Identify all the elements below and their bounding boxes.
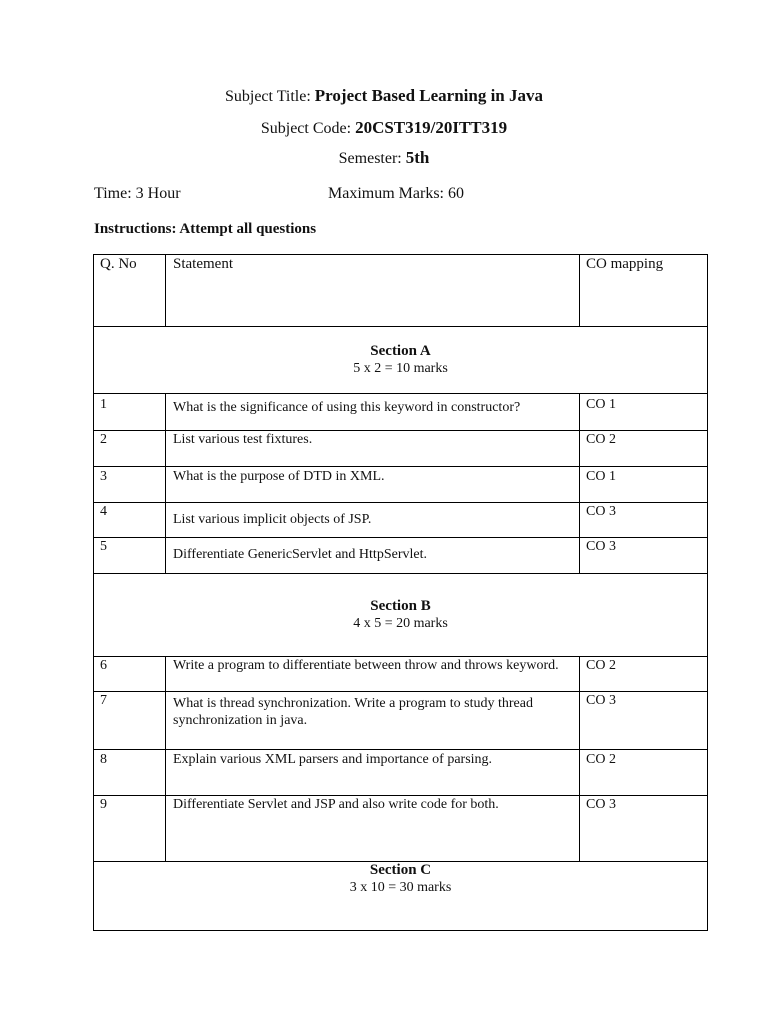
question-number: 7 (100, 693, 107, 708)
col-divider (165, 254, 166, 326)
row-divider (93, 326, 708, 327)
exam-time: Time: 3 Hour (94, 185, 181, 202)
subject-title-label: Subject Title: (224, 88, 311, 105)
co-mapping: CO 2 (586, 658, 616, 673)
question-number: 4 (100, 504, 107, 519)
row-divider (93, 749, 708, 750)
question-text: Write a program to differentiate between throw and throws keyword. (173, 658, 559, 673)
co-mapping: CO 3 (586, 504, 616, 519)
subject-code-label: Subject Code: (260, 120, 352, 137)
co-mapping: CO 1 (586, 469, 616, 484)
question-number: 9 (100, 797, 107, 812)
question-number: 6 (100, 658, 107, 673)
section-b-heading (93, 598, 708, 632)
question-text: What is thread synchronization. Write a program to study thread synchronization in java. (173, 696, 533, 728)
question-table (93, 254, 708, 931)
subject-title: Project Based Learning in Java (314, 86, 544, 105)
co-mapping: CO 2 (586, 432, 616, 447)
row-divider (93, 573, 708, 574)
question-number: 2 (100, 432, 107, 447)
question-number: 8 (100, 752, 107, 767)
question-text: What is the significance of using this keyword in constructor? (173, 400, 521, 415)
section-a-heading (93, 343, 708, 377)
question-text: List various implicit objects of JSP. (173, 512, 372, 527)
semester-value: 5th (405, 148, 430, 167)
question-number: 1 (100, 397, 107, 412)
col-divider (579, 393, 580, 573)
section-marks: 3 x 10 = 30 marks (349, 880, 452, 895)
section-c-heading (93, 862, 708, 896)
co-mapping: CO 3 (586, 797, 616, 812)
subject-title-line (0, 86, 768, 106)
question-text: List various test fixtures. (173, 432, 313, 447)
question-text: Differentiate Servlet and JSP and also write code for both. (173, 797, 499, 812)
co-mapping: CO 1 (586, 397, 616, 412)
semester-line (0, 148, 768, 168)
subject-code-line (0, 118, 768, 138)
question-number: 5 (100, 539, 107, 554)
col-header-co-mapping: CO mapping (586, 256, 664, 272)
section-marks: 5 x 2 = 10 marks (353, 361, 448, 376)
co-mapping: CO 3 (586, 693, 616, 708)
col-divider (165, 656, 166, 862)
co-mapping: CO 2 (586, 752, 616, 767)
section-title: Section C (369, 862, 432, 878)
col-header-statement: Statement (173, 256, 233, 272)
col-divider (579, 254, 580, 326)
row-divider (93, 393, 708, 394)
col-header-qno: Q. No (100, 256, 137, 272)
instructions: Instructions: Attempt all questions (94, 221, 317, 237)
question-number: 3 (100, 469, 107, 484)
question-text: Differentiate GenericServlet and HttpServlet. (173, 547, 427, 562)
table-border-bottom (93, 930, 708, 931)
table-border-top (93, 254, 708, 255)
col-divider (165, 393, 166, 573)
section-marks: 4 x 5 = 20 marks (353, 616, 448, 631)
section-title: Section B (370, 598, 431, 614)
col-divider (579, 656, 580, 862)
maximum-marks: Maximum Marks: 60 (328, 185, 464, 202)
row-divider (93, 466, 708, 467)
question-text: What is the purpose of DTD in XML. (173, 469, 385, 484)
question-text: Explain various XML parsers and importance of parsing. (173, 752, 493, 767)
semester-label: Semester: (338, 150, 402, 167)
section-title: Section A (370, 343, 431, 359)
subject-code: 20CST319/20ITT319 (355, 118, 508, 137)
co-mapping: CO 3 (586, 539, 616, 554)
